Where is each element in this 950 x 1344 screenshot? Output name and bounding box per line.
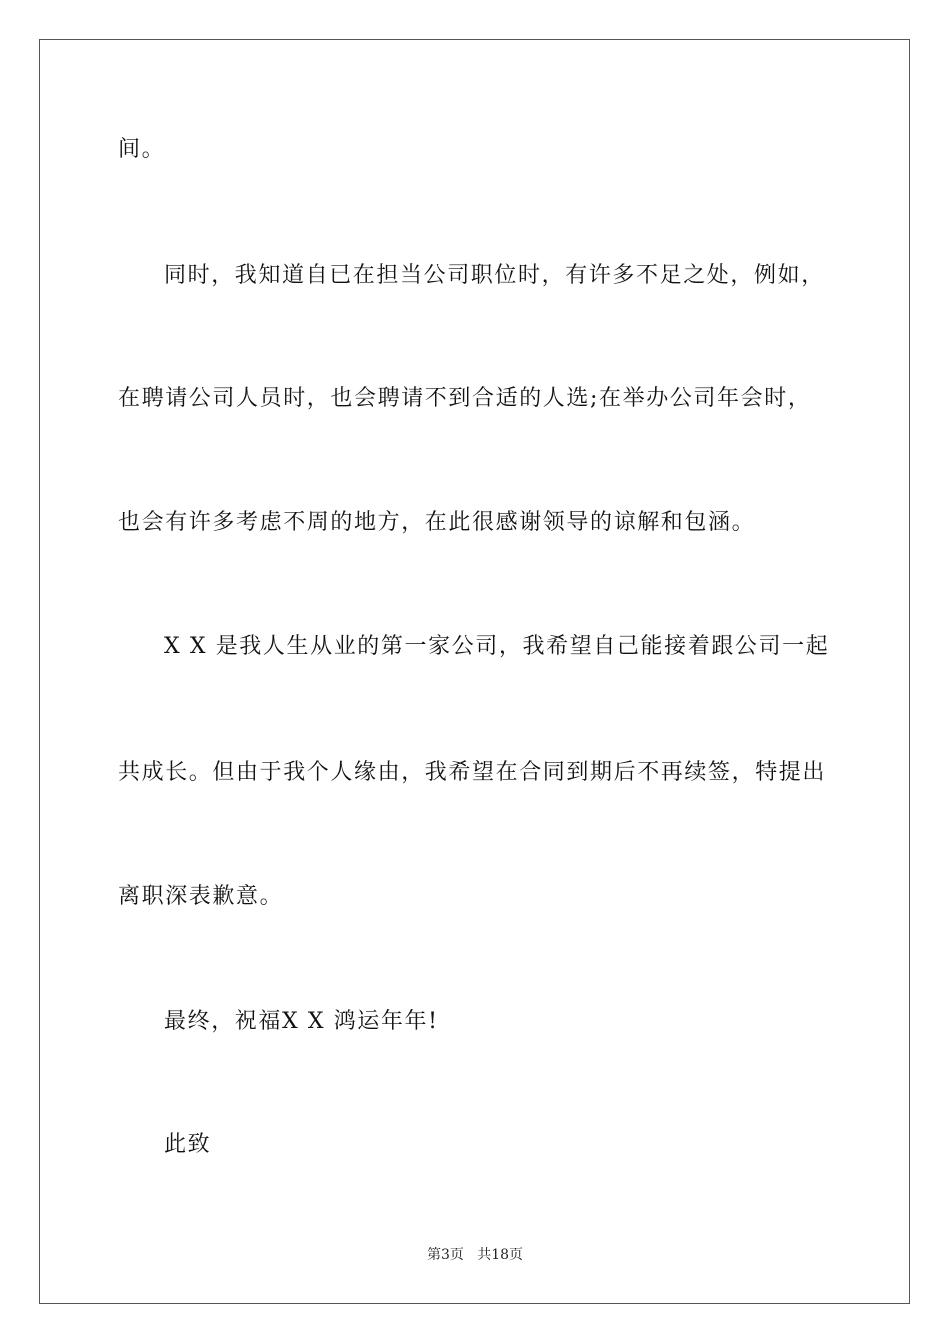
closing-line: 此致: [164, 1132, 212, 1157]
page-border: [39, 39, 910, 1304]
paragraph-line: 最终，祝福X X 鸿运年年!: [164, 1009, 439, 1034]
paragraph-line: 共成长。但由于我个人缘由，我希望在合同到期后不再续签，特提出: [118, 760, 827, 785]
paragraph-line: 间。: [118, 137, 166, 162]
paragraph-line: 在聘请公司人员时，也会聘请不到合适的人选;在举办公司年会时，: [118, 386, 812, 411]
paragraph-line: X X 是我人生从业的第一家公司，我希望自己能接着跟公司一起: [164, 634, 830, 659]
paragraph-line: 同时，我知道自已在担当公司职位时，有许多不足之处，例如，: [164, 263, 825, 288]
paragraph-line: 也会有许多考虑不周的地方，在此很感谢领导的谅解和包涵。: [118, 510, 756, 535]
paragraph-line: 离职深表歉意。: [118, 884, 284, 909]
page-number-footer: 第3页 共18页: [426, 1247, 524, 1263]
